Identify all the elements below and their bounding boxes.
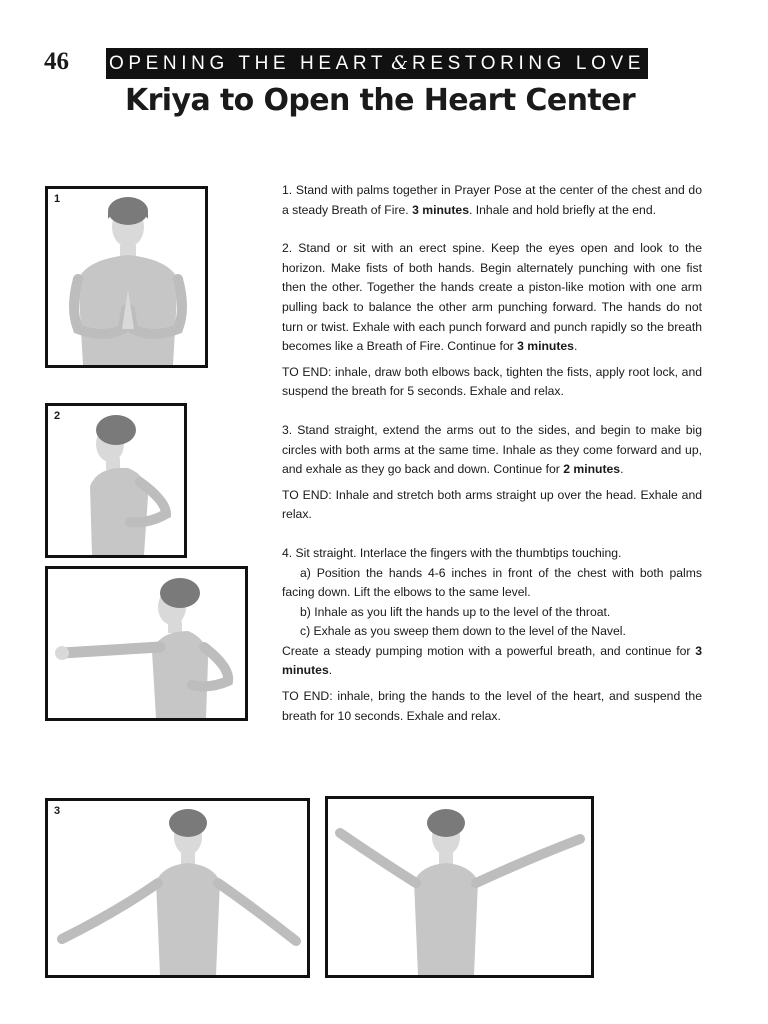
figure-2-side-view-photo bbox=[45, 403, 187, 558]
figure-3-arms-down-photo bbox=[45, 798, 310, 978]
punch-forward-illustration bbox=[48, 569, 245, 718]
page-title: Kriya to Open the Heart Center bbox=[124, 83, 636, 118]
arms-up-illustration bbox=[328, 799, 591, 975]
step-4-continue: Create a steady pumping motion with a powerful breath, and continue for 3 minutes. bbox=[282, 643, 702, 678]
step-2-end: TO END: inhale, draw both elbows back, tighten the fists, apply root lock, and suspend the breath for 5 seconds. Exhale and relax. bbox=[282, 364, 702, 399]
banner-left-text: OPENING THE HEART bbox=[109, 53, 388, 74]
figure-label-1: 1 bbox=[54, 193, 61, 205]
step-1: 1. Stand with palms together in Prayer Pose at the center of the chest and do a steady Breath of Fire. 3 minutes. Inhale and hold briefly at the end. bbox=[282, 183, 702, 217]
banner-right-text: RESTORING LOVE bbox=[412, 53, 645, 74]
figure-label-2: 2 bbox=[54, 410, 61, 422]
figure-3-arms-up-photo bbox=[325, 796, 594, 978]
chapter-banner bbox=[106, 48, 648, 79]
banner-ampersand: & bbox=[391, 52, 409, 74]
figure-label-3: 3 bbox=[54, 805, 61, 817]
step-3: 3. Stand straight, extend the arms out to the sides, and begin to make big circles with both arms at the same time. Inhale as they come forward and up, and exhale as they go back and down. Continue for 2 minutes. bbox=[282, 422, 702, 477]
step-4-end: TO END: inhale, bring the hands to the level of the heart, and suspend the breath for 10 seconds. Exhale and relax. bbox=[282, 689, 702, 723]
step-4a: a) Position the hands 4-6 inches in front of the chest with both palms facing down. Lift the elbows to the same level. bbox=[282, 565, 702, 600]
step-4: 4. Sit straight. Interlace the fingers with the thumbtips touching. bbox=[282, 545, 622, 560]
step-4c: c) Exhale as you sweep them down to the level of the Navel. bbox=[300, 624, 626, 639]
figure-2-punch-forward-photo bbox=[45, 566, 248, 721]
prayer-pose-illustration bbox=[48, 189, 205, 365]
step-3-end: TO END: Inhale and stretch both arms straight up over the head. Exhale and relax. bbox=[282, 487, 702, 522]
figure-1-prayer-pose-photo bbox=[45, 186, 208, 368]
arms-down-illustration bbox=[48, 801, 307, 975]
step-2: 2. Stand or sit with an erect spine. Keep the eyes open and look to the horizon. Make fists of both hands. Begin alternately punching with one fist then the other. Together the hands create a piston-like motion with one arm pulling back to balance the other arm punching forward. The hands do not turn or twist. Exhale with each punch forward and punch rapidly so the breath becomes like a Breath of Fire. Continue for 3 minutes. bbox=[282, 241, 702, 354]
instructions bbox=[282, 181, 702, 726]
step-4b: b) Inhale as you lift the hands up to the level of the throat. bbox=[300, 604, 611, 619]
page-number: 46 bbox=[44, 48, 69, 75]
punching-side-illustration bbox=[48, 406, 184, 555]
